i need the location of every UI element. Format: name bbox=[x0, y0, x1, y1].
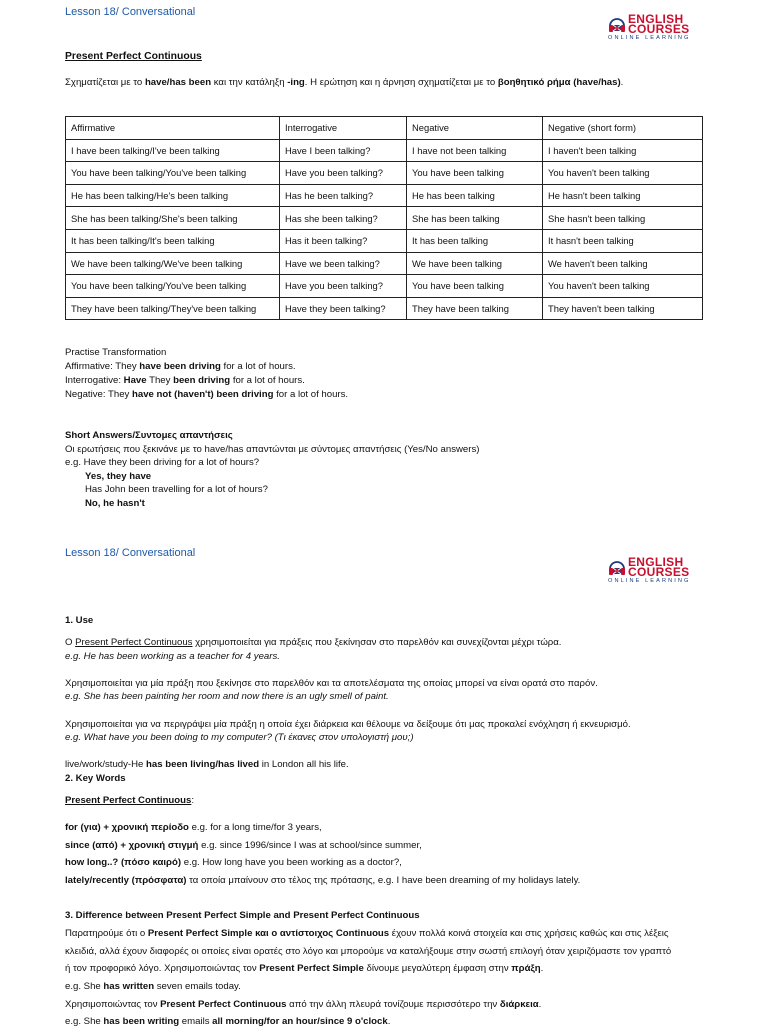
table-cell: You have been talking/You've been talking bbox=[66, 162, 280, 185]
table-cell: You have been talking bbox=[407, 275, 543, 298]
table-row bbox=[66, 275, 703, 298]
table-cell: Has she been talking? bbox=[280, 207, 407, 230]
practise-interrogative: Interrogative: Have They been driving for a lot of hours. bbox=[65, 375, 305, 386]
short-answers-title: Short Answers/Συντομες απαντήσεις bbox=[65, 430, 233, 441]
live-line: live/work/study-He has been living/has lived in London all his life. bbox=[65, 759, 349, 770]
table-cell: We have been talking bbox=[407, 252, 543, 275]
table-cell: He hasn't been talking bbox=[543, 184, 703, 207]
table-cell: We have been talking/We've been talking bbox=[66, 252, 280, 275]
logo-text-courses: COURSES bbox=[628, 22, 690, 36]
section-title: Present Perfect Continuous bbox=[65, 51, 202, 62]
headphones-flag-icon bbox=[608, 15, 626, 33]
use-p1: O Present Perfect Continuous χρησιμοποιείται για πράξεις που ξεκίνησαν στο παρελθόν και συνεχίζονται μέχρι τώρα. bbox=[65, 637, 562, 648]
table-cell: It has been talking bbox=[407, 229, 543, 252]
logo-text-english: ENGLISH bbox=[628, 555, 684, 569]
table-cell: It hasn't been talking bbox=[543, 229, 703, 252]
table-cell: We haven't been talking bbox=[543, 252, 703, 275]
practise-title: Practise Transformation bbox=[65, 347, 167, 358]
use-p2-example: e.g. She has been painting her room and now there is an ugly smell of paint. bbox=[65, 691, 389, 702]
table-cell: You have been talking/You've been talking bbox=[66, 275, 280, 298]
practise-affirmative: Affirmative: They have been driving for a lot of hours. bbox=[65, 361, 296, 372]
table-cell: Have we been talking? bbox=[280, 252, 407, 275]
short-answers-desc: Οι ερωτήσεις που ξεκινάνε με το have/has απαντώνται με σύντομες απαντήσεις (Yes/No answers) bbox=[65, 444, 480, 455]
difference-title: 3. Difference between Present Perfect Simple and Present Perfect Continuous bbox=[65, 910, 420, 921]
table-cell: Has he been talking? bbox=[280, 184, 407, 207]
table-header-cell: Negative (short form) bbox=[543, 117, 703, 140]
difference-example-1: e.g. She has written seven emails today. bbox=[65, 981, 241, 992]
table-cell: I have been talking/I've been talking bbox=[66, 139, 280, 162]
short-answer-no: No, he hasn't bbox=[85, 498, 145, 509]
table-cell: I haven't been talking bbox=[543, 139, 703, 162]
table-row bbox=[66, 139, 703, 162]
table-row bbox=[66, 207, 703, 230]
table-cell: She has been talking bbox=[407, 207, 543, 230]
short-answer-question: Has John been travelling for a lot of hours? bbox=[85, 484, 268, 495]
table-header-cell: Affirmative bbox=[66, 117, 280, 140]
table-row bbox=[66, 229, 703, 252]
use-p2: Χρησιμοποιείται για μία πράξη που ξεκίνησε στο παρελθόν και τα αποτελέσματα της οποίας μπορεί να είναι ορατά στο παρόν. bbox=[65, 678, 598, 689]
table-cell: They have been talking/They've been talking bbox=[66, 297, 280, 320]
table-cell: Have you been talking? bbox=[280, 275, 407, 298]
lesson-title: Lesson 18/ Conversational bbox=[65, 6, 196, 18]
key-word-lately: lately/recently (πρόσφατα) τα οποία μπαίνουν στο τέλος της πρότασης, e.g. I have been dreaming of my holidays lately. bbox=[65, 875, 581, 886]
key-word-for: for (για) + χρονική περίοδο e.g. for a long time/for 3 years, bbox=[65, 822, 322, 833]
logo bbox=[608, 12, 700, 42]
table-cell: She hasn't been talking bbox=[543, 207, 703, 230]
difference-line-1: Παρατηρούμε ότι ο Present Perfect Simple και ο αντίστοιχος Continuous έχουν πολλά κοινά στοιχεία και στις χρήσεις καθώς και στις λέξεις bbox=[65, 928, 669, 939]
key-words-title: 2. Key Words bbox=[65, 773, 126, 784]
table-cell: She has been talking/She's been talking bbox=[66, 207, 280, 230]
logo-2 bbox=[608, 555, 700, 585]
headphones-flag-icon bbox=[608, 558, 626, 576]
use-title: 1. Use bbox=[65, 615, 94, 626]
logo-text-courses: COURSES bbox=[628, 565, 690, 579]
difference-line-3: ή τον προφορικό λόγο. Χρησιμοποιώντας τον Present Perfect Simple δίνουμε μεγαλύτερη έμφαση στην πράξη. bbox=[65, 963, 544, 974]
table-cell: You haven't been talking bbox=[543, 275, 703, 298]
table-row bbox=[66, 162, 703, 185]
table-cell: Has it been talking? bbox=[280, 229, 407, 252]
table-cell: Have I been talking? bbox=[280, 139, 407, 162]
difference-example-2: e.g. She has been writing emails all morning/for an hour/since 9 o'clock. bbox=[65, 1016, 391, 1027]
table-row bbox=[66, 297, 703, 320]
short-answers-eg: e.g. Have they been driving for a lot of hours? bbox=[65, 457, 260, 468]
table-row bbox=[66, 252, 703, 275]
table-header-cell: Negative bbox=[407, 117, 543, 140]
table-cell: He has been talking bbox=[407, 184, 543, 207]
table-cell: It has been talking/It's been talking bbox=[66, 229, 280, 252]
table-cell: Have they been talking? bbox=[280, 297, 407, 320]
difference-line-2: κλειδιά, αλλά έχουν διαφορές οι οποίες είναι ορατές στο λόγο και μπορούμε να καταλήξουμε στην σωστή επιλογή όταν χειριζόμαστε τον γραπτό bbox=[65, 946, 672, 957]
table-cell: You have been talking bbox=[407, 162, 543, 185]
lesson-title-2: Lesson 18/ Conversational bbox=[65, 547, 196, 559]
key-word-how-long: how long..? (πόσο καιρό) e.g. How long have you been working as a doctor?, bbox=[65, 857, 402, 868]
table-cell: They have been talking bbox=[407, 297, 543, 320]
table-cell: Have you been talking? bbox=[280, 162, 407, 185]
conjugation-table bbox=[65, 116, 703, 320]
table-cell: I have not been talking bbox=[407, 139, 543, 162]
logo-text-online: ONLINE LEARNING bbox=[608, 578, 691, 584]
table-header-row bbox=[66, 117, 703, 140]
short-answer-yes: Yes, they have bbox=[85, 471, 152, 482]
key-word-since: since (από) + χρονική στιγμή e.g. since 1996/since I was at school/since summer, bbox=[65, 840, 422, 851]
intro-text: Σχηματίζεται με το have/has been και την κατάληξη -ing. Η ερώτηση και η άρνηση σχηματίζεται με το βοηθητικό ρήμα (have/has). bbox=[65, 77, 624, 88]
logo-text-online: ONLINE LEARNING bbox=[608, 35, 691, 41]
table-cell: They haven't been talking bbox=[543, 297, 703, 320]
use-p1-example: e.g. He has been working as a teacher for 4 years. bbox=[65, 651, 280, 662]
table-row bbox=[66, 184, 703, 207]
use-p3: Χρησιμοποιείται για να περιγράψει μία πράξη η οποία έχει διάρκεια και θέλουμε να δείξουμε ότι μας προκαλεί ενόχληση ή εκνευρισμό. bbox=[65, 719, 631, 730]
table-cell: You haven't been talking bbox=[543, 162, 703, 185]
practise-negative: Negative: They have not (haven't) been driving for a lot of hours. bbox=[65, 389, 349, 400]
logo-text-english: ENGLISH bbox=[628, 12, 684, 26]
difference-line-4: Χρησιμοποιώντας τον Present Perfect Continuous από την άλλη πλευρά τονίζουμε περισσότερο την διάρκεια. bbox=[65, 999, 542, 1010]
table-cell: He has been talking/He's been talking bbox=[66, 184, 280, 207]
table-header-cell: Interrogative bbox=[280, 117, 407, 140]
use-p3-example: e.g. What have you been doing to my computer? (Τι έκανες στον υπολογιστή μου;) bbox=[65, 732, 414, 743]
key-words-subtitle: Present Perfect Continuous: bbox=[65, 795, 195, 806]
